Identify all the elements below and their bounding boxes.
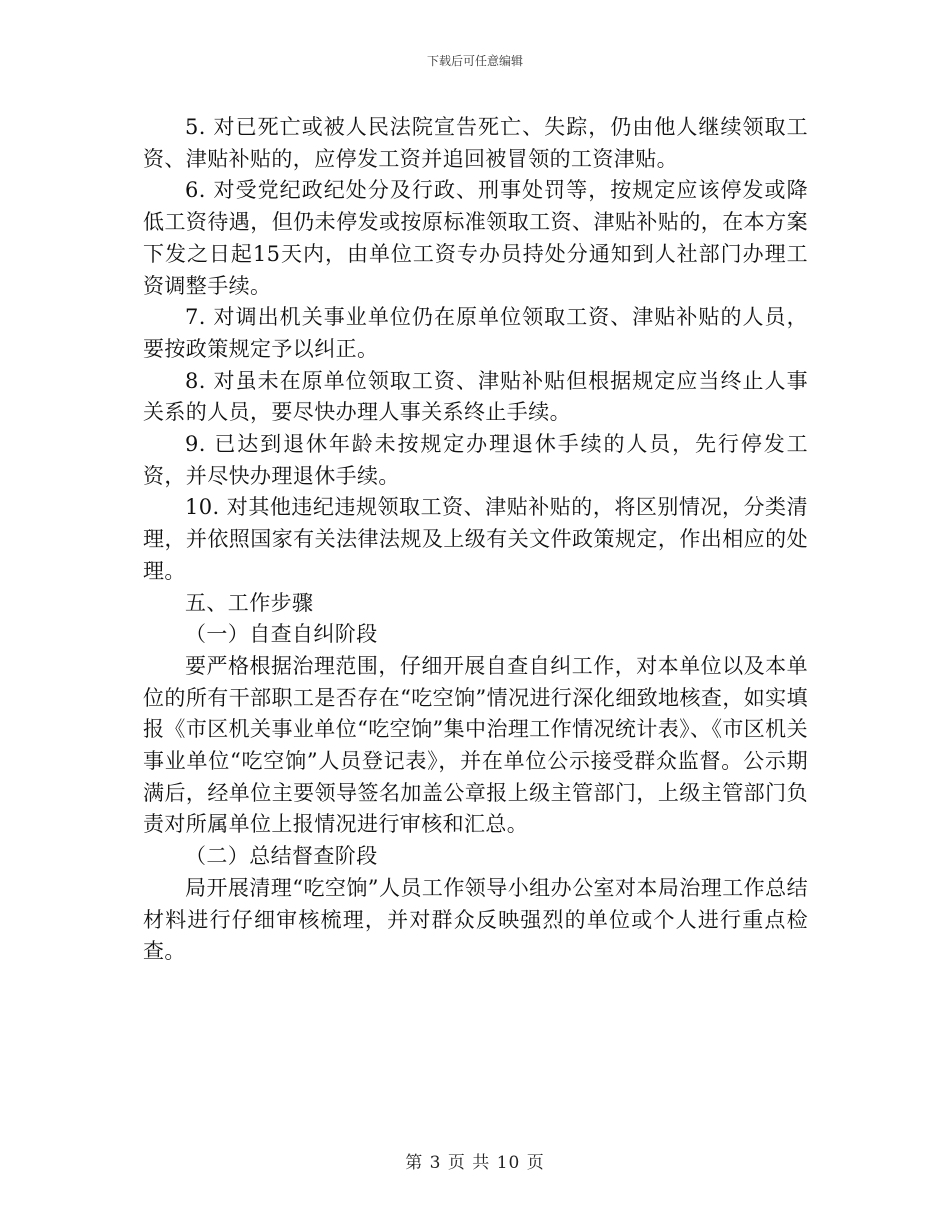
paragraph-supervision: 局开展清理“吃空饷”人员工作领导小组办公室对本局治理工作总结材料进行仔细审核梳理，并对群众反映强烈的单位或个人进行重点检查。 xyxy=(143,875,808,964)
page-number-footer: 第 3 页 共 10 页 xyxy=(405,1153,545,1173)
subsection-heading-self-check: （一）自查自纠阶段 xyxy=(185,622,378,647)
paragraph-self-check: 要严格根据治理范围，仔细开展自查自纠工作，对本单位以及本单位的所有干部职工是否存在“吃空饷”情况进行深化细致地核查，如实填报《市区机关事业单位“吃空饷”集中治理工作情况统计表》、《市区机关事业单位“吃空饷”人员登记表》，并在单位公示接受群众监督。公示期满后，经单位主要领导签名加盖公章报上级主管部门，上级主管部门负责对所属单位上报情况进行审核和汇总。 xyxy=(143,653,808,837)
paragraph-item-6: 6. 对受党纪政纪处分及行政、刑事处罚等，按规定应该停发或降低工资待遇，但仍未停发或按原标准领取工资、津贴补贴的，在本方案下发之日起15天内，由单位工资专办员持处分通知到人社部门办理工资调整手续。 xyxy=(143,178,808,298)
document-body xyxy=(143,112,808,968)
paragraph-item-5: 5. 对已死亡或被人民法院宣告死亡、失踪，仍由他人继续领取工资、津贴补贴的，应停发工资并追回被冒领的工资津贴。 xyxy=(143,115,808,171)
page-header-note: 下载后可任意编辑 xyxy=(426,54,523,68)
paragraph-item-10: 10. 对其他违纪违规领取工资、津贴补贴的，将区别情况，分类清理，并依照国家有关法律法规及上级有关文件政策规定，作出相应的处理。 xyxy=(143,495,808,583)
subsection-heading-supervision: （二）总结督查阶段 xyxy=(185,844,378,869)
section-heading-work-steps: 五、工作步骤 xyxy=(185,590,314,615)
paragraph-item-7: 7. 对调出机关事业单位仍在原单位领取工资、津贴补贴的人员，要按政策规定予以纠正。 xyxy=(143,305,808,361)
paragraph-item-9: 9. 已达到退休年龄未按规定办理退休手续的人员，先行停发工资，并尽快办理退休手续。 xyxy=(143,432,808,488)
paragraph-item-8: 8. 对虽未在原单位领取工资、津贴补贴但根据规定应当终止人事关系的人员，要尽快办理人事关系终止手续。 xyxy=(143,368,808,425)
